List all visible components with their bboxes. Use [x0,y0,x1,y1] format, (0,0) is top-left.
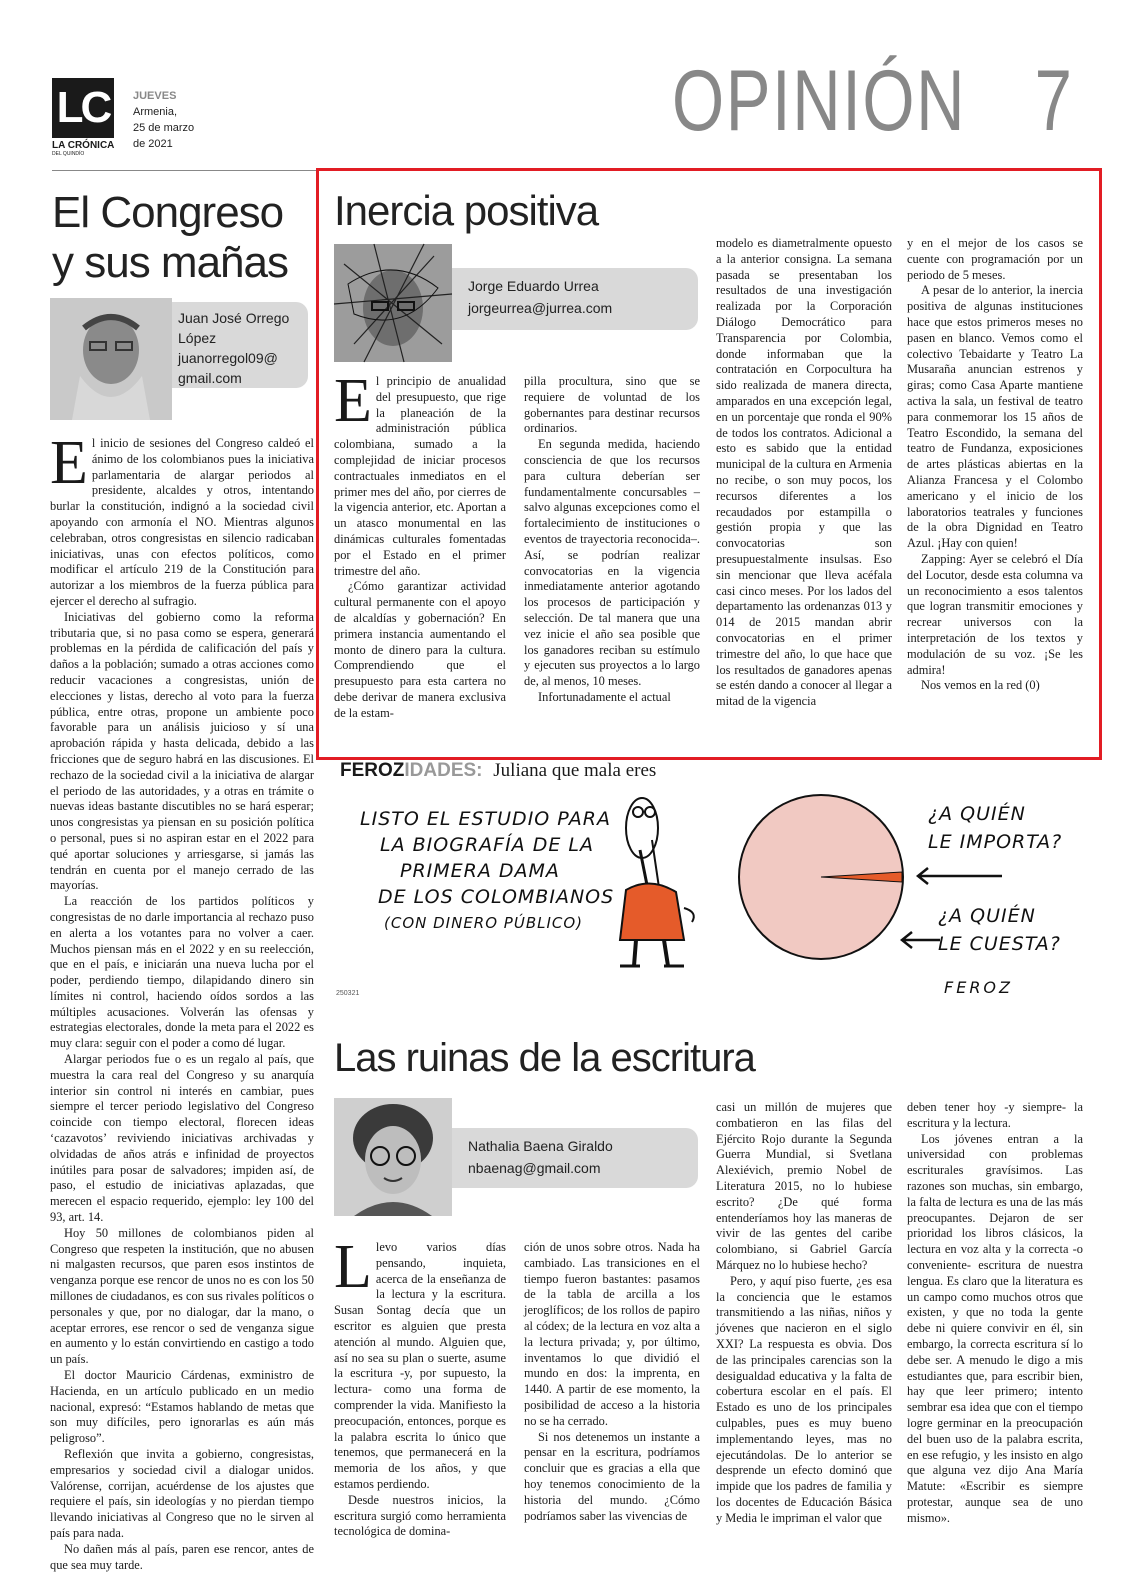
article2-paragraph: Zapping: Ayer se celebró el Día del Locutor, desde esta columna va un reconocimiento a esos talentos que logran transmitir emociones y recrear universos con la interpretación de los textos y modulación de su voz. ¡Se les admira! [907,551,1083,677]
article2-paragraph: Infortunadamente el actual [538,689,671,704]
article1-paragraph: No dañen más al país, paren ese rencor, antes de que sea muy tarde. [50,1541,314,1572]
highlight-frame [316,168,1102,760]
bubble-line-2: LA BIOGRAFÍA DE LA [380,834,594,856]
article3-column-3 [716,1100,892,1530]
bubble-line-1: LISTO EL ESTUDIO PARA [360,808,611,830]
bubble-line-4: DE LOS COLOMBIANOS [378,886,615,908]
article2-paragraph: modelo es diametralmente opuesto a la anterior consigna. La semana pasada se presentaban los resultados de una investigación realizada por la Corporación Diálogo Democrático para Transparencia por Colombia, donde informaban que la contratación en Corpocultura ha sido realizada de manera directa, amparados en una excepción legal, en un porcentaje que ronda el 90% de todos los contratos. Adicional a esto es sabido que la entidad municipal de la cultura en Armenia no recibe, o son muy pocos, los recursos diferentes a los recaudados por estampilla o gestión propia y que las convocatorias son presupuestalmente insulsas. Eso sin mencionar que lleva acéfala casi cinco meses. Por los lados del departamento las ordenanzas 013 y 014 de 2015 mandan abrir convocatorias en el primer trimestre del año, lo que hace que los resultados de ganadores apenas se estén dando a conocer al llegar a mitad de la vigencia [716,236,892,709]
article3-column-2 [524,1240,700,1530]
article1-author-email: juanorregol09@ gmail.com [178,350,278,386]
article3-dropcap: L [334,1233,372,1301]
article3-paragraph: levo varios días pensando, inquieta, acerca de la enseñanza de la lectura y la escritura. Susan Sontag decía que un escritor es alguien que presta atención al mundo. Alguien que, así no sea su plan o suerte, asume la escritura -y, por supuesto, la lectura- como una forma de comprender la vida. Manifiesto la preocupación, entonces, porque es la palabra escrita lo único que tenemos, que permanecerá en la memoria de los años, y que estamos perdiendo. [334,1240,506,1491]
cartoon-bubble [360,806,614,936]
cartoon-question-2 [938,902,1061,958]
cartoon-code: 250321 [336,990,360,997]
article3-author-box [436,1128,698,1188]
article2-paragraph: l principio de anualidad del presupuesto, que rige la planeación de la administración pública colombiana, sumado a la complejidad de iniciar procesos contractuales inmediatos en el primer mes del año, por cierres de la vigencia anterior, etc. Aportan a un atasco monumental en las dinámicas culturales fomentadas por el Estado en el primer trimestre del año. [334,374,506,578]
article1-title-line1: El Congreso [52,188,284,237]
question1-line1: ¿A QUIÉN [928,803,1026,825]
city: Armenia, [133,106,178,118]
article3-author-email: nbaenag@gmail.com [468,1160,601,1176]
logo-mark: LC [52,78,114,138]
article1-paragraph: Iniciativas del gobierno como la reforma tributaria que, si no pasa como se espera, generará problemas en la pérdida de calificación del país y daños a la población; sumado a otras acciones como reducir vacaciones a congresistas, unión de elecciones y listas, derecho al voto para la fuerza pública, entre otras, propone un ambiente poco favorable para un análisis juicioso y sí una aprobación rápida y hasta delicada, debido a las fricciones que de seguro habrá en las discusiones. El rechazo de la sociedad civil a la iniciativa de alargar el periodo de las autoridades, y a otras en trámite o nuevas ideas bastante discutibles no se hará esperar; unos congresistas ya piensan en su posición política o personal, pues si no aspiran estar en el 2022 para qué aportar soluciones y arriesgarse, si jamás las tendrán en cuenta por el manejo cerrado de las mayorías. [50,609,314,893]
article1-title [52,188,312,288]
bubble-line-3: PRIMERA DAMA [400,860,560,882]
newspaper-logo [52,78,124,158]
article1-paragraph: Alargar periodos fue o es un regalo al país, que muestra la cara real del Congreso y su anarquía interior sin control ni interés en cambiar, pues siempre el tercer periodo legislativo del Congreso coincide con tiempo electoral, florecen ideas ‘cazavotos’ reviviendo iniciativas archivadas y olvidadas de años atrás e infinidad de proyectos inútiles para posar de salvadores; impiden así, de paso, el estudio de iniciativas aplazadas, que merecen el espacio requerido, ejemplo: ley 100 del 93, art. 14. [50,1052,314,1225]
article3-paragraph: Si nos detenemos un instante a pensar en la escritura, podríamos concluir que es gracias a ella que hoy tenemos conocimiento de la historia del mundo. ¿Cómo podríamos saber las vivencias de [524,1429,700,1523]
article2-paragraph: pilla procultura, sino que se requiere de voluntad de los gobernantes para destinar recursos ordinarios. [524,374,700,436]
logo-subtitle: DEL QUINDÍO [52,151,85,157]
article3-column-4 [907,1100,1083,1530]
article3-paragraph: deben tener hoy -y siempre- la escritura y la lectura. [907,1100,1083,1130]
article2-dropcap: E [334,367,372,435]
article3-paragraph: casi un millón de mujeres que combatieron en las filas del Ejército Rojo durante la Segunda Guerra Mundial, si Svetlana Alexiévich, premio Nobel de Literatura 2015, no lo hubiese escrito? ¿De qué forma entenderíamos hoy las maneras de vivir de las gentes del caribe colombiano, si Gabriel García Márquez no lo hubiese hecho? [716,1100,892,1272]
bubble-line-5: (CON DINERO PÚBLICO) [384,914,584,932]
date-line-2: de 2021 [133,138,173,150]
article2-title: Inercia positiva [334,187,599,234]
question1-line2: LE IMPORTA? [928,831,1063,853]
article1-body [50,429,314,1572]
cartoon-pie [736,792,906,962]
article1-paragraph: La reacción de los partidos políticos y congresistas de no darle importancia al rechazo puso en alerta a los votantes para no volver a caer. Muchos piensan más en el 2022 y en su reelección, que en el país, e iniciarán una nueva lucha por el poder, perdiendo tiempo, dilapidando dinero sin límites ni control, haciendo oídos sordos a las múltiples acusaciones. Volverán las ofensas y estrategias electorales, donde la meta para el 2022 es muy clara: seguir con el poder a como dé lugar. [50,894,314,1051]
cartoon-series-rest: IDADES: [404,760,483,781]
article2-paragraph: En segunda medida, haciendo consciencia de que los recursos para cultura deberían ser fundamentalmente concursables –salvo algunas excepciones como el fortalecimiento de instituciones o eventos de trayectoria reconocida–. Así, se podrían realizar convocatorias en la vigencia inmediatamente anterior agotando los procesos de participación y selección. De tal manera que una vez inicie el año sea posible que los ganadores reciban su estímulo y ejecuten sus proyectos a lo largo de, al menos, 10 meses. [524,437,700,689]
article1-title-line2: y sus mañas [52,238,288,287]
weekday: JUEVES [133,90,177,102]
article2-author-name: Jorge Eduardo Urrea [468,278,599,294]
article1-author-name: Juan José Orrego López [178,310,290,346]
cartoon-character [580,790,730,972]
article3-author-photo [334,1098,452,1216]
article3-column-1 [334,1233,506,1539]
article2-paragraph: ¿Cómo garantizar actividad cultural permanente con el apoyo de alcaldías y gobernación? En primera instancia aumentando el monto de dinero para la cultura. Comprendiendo que el presupuesto para esta cartera no debe derivar de manera exclusiva de la estam- [334,579,506,720]
article2-paragraph: A pesar de lo anterior, la inercia positiva de algunas instituciones hace que estos primeros meses no pasen en blanco. Vemos como el colectivo Tebaidarte y Teatro La Musaraña anuncian estrenos y giras; como Casa Aparte mantiene activa la sala, un festival de teatro para conmemorar los 15 años de Teatro Escondido, la semana del teatro de Fundanza, exposiciones de artes plásticas abiertas en la Alianza Francesa y el Colombo americano y el inicio de los laboratorios teatrales y funciones de la obra Dignidad en Teatro Azul. ¡Hay con quien! [907,283,1083,551]
cartoon-caption: Juliana que mala eres [493,760,657,781]
date-block [133,88,194,152]
arrow-2-icon [898,930,942,950]
article1-paragraph: l inicio de sesiones del Congreso caldeó el ánimo de los colombianos pues la iniciativa parlamentaria de alargar periodos al presidente, alcaldes y otros, intentando burlar la constitución, indignó a la sociedad civil apoyando con armonía el NO. Mientras algunos celebraban, otros congresistas en silencio radicaban iniciativas, unas con efectos políticos, como modificar el artículo 219 de la Constitución para autorizar a los miembros de la fuerza pública para ejercer el derecho al sufragio. [50,436,314,608]
article2-author-email: jorgeurrea@jurrea.com [468,300,613,316]
article1-author-photo [50,298,172,420]
page-number: 7 [1034,53,1074,149]
cartoon-series-bold: FEROZ [340,760,405,781]
section-name: OPINIÓN [672,53,967,149]
cartoon-signature: FEROZ [944,978,1013,997]
article3-paragraph: ción de unos sobre otros. Nada ha cambiado. Las transiciones en el tiempo fueron bastantes: pasamos de la tabla de arcilla a los jeroglíficos; de los rollos de papiro al códex; de la lectura en voz alta a la lectura privada; y, por último, inventamos lo que dividió el mundo en dos: la imprenta, en 1440. A partir de ese momento, la posibilidad de acceso a la historia no se ha cerrado. [524,1240,700,1428]
arrow-1-icon [914,866,1004,886]
date-line-1: 25 de marzo [133,122,195,134]
logo-name: LA CRÓNICA [52,140,115,151]
article3-paragraph: Los jóvenes entran a la universidad con problemas escriturales gravísimos. Las razones son muchas, sin embargo, la falta de lectura es una de las más preocupantes. Dejaron de ser prioridad los libros clásicos, la lectura en voz alta y la correcta -o conveniente- escritura de nuestra lengua. Es claro que la literatura es un campo como muchos otros que existen, y que no toda la gente debe ni quiere convivir en él, sin embargo, la correcta escritura sí lo debe ser. A menudo le digo a mis estudiantes que, para escribir bien, hay que leer primero; intento sembrar esa idea que con el tiempo logre germinar en la preocupación del buen uso de la palabra escrita, en ese refugio, y les insisto en algo que alguna vez dijo Ana María Matute: «Escribir es siempre protestar, aunque sea de uno mismo». [907,1131,1083,1525]
article1-paragraph: Reflexión que invita a gobierno, congresistas, empresarios y sociedad civil a dialogar unidos. Valórense, corrijan, acuérdense de los ajustes que requiere el país, sin ideologías y no pierdan tiempo llevando iniciativas al Congreso que no le sirven al país para nada. [50,1447,314,1540]
article1-dropcap: E [50,429,88,497]
article1-paragraph: El doctor Mauricio Cárdenas, exministro de Hacienda, en un artículo publicado en un medio nacional, expresó: “Estamos hablando de metas que son muy difíciles, pero ignorarlas es aún más peligroso”. [50,1368,314,1446]
section-title [672,52,1074,151]
question2-line2: LE CUESTA? [938,933,1061,955]
article2-paragraph: y en el mejor de los casos se cuente con programación por un periodo de 5 meses. [907,236,1083,282]
article2-paragraph: Nos vemos en la red (0) [921,678,1040,693]
article3-title: Las ruinas de la escritura [334,1036,755,1080]
cartoon-header [340,760,656,782]
article3-author-name: Nathalia Baena Giraldo [468,1138,613,1154]
article3-paragraph: Pero, y aquí piso fuerte, ¿es esa la conciencia que le estamos transmitiendo a las niñas, niños y jóvenes que nacieron en el siglo XXI? La respuesta es obvia. Dos de las principales carencias son la desigualdad educativa y la falta de cobertura escolar en el país. El Estado es uno de los principales culpables, pues es muy bueno implementando leyes, mas no ejecutándolas. De lo anterior se desprende un efecto dominó que impide que los padres de familia y los docentes de Educación Básica y Media le impriman el valor que [716,1273,892,1525]
article3-paragraph: Desde nuestros inicios, la escritura surgió como herramienta tecnológica de domina- [334,1492,506,1539]
cartoon-question-1 [928,800,1062,856]
question2-line1: ¿A QUIÉN [938,905,1036,927]
article1-paragraph: Hoy 50 millones de colombianos piden al Congreso que respeten la institución, que no abusen ni malgasten recursos, que paren esos instintos de venganza porque ese rencor de unos no es con los 50 millones de ciudadanos, es con sus rivales políticos o personales y que, por no dialogar, dar la mano, o aceptar errores, ese rencor o sed de venganza sigue en aumento y lo están convirtiendo en castigo a todo un país. [50,1225,314,1367]
